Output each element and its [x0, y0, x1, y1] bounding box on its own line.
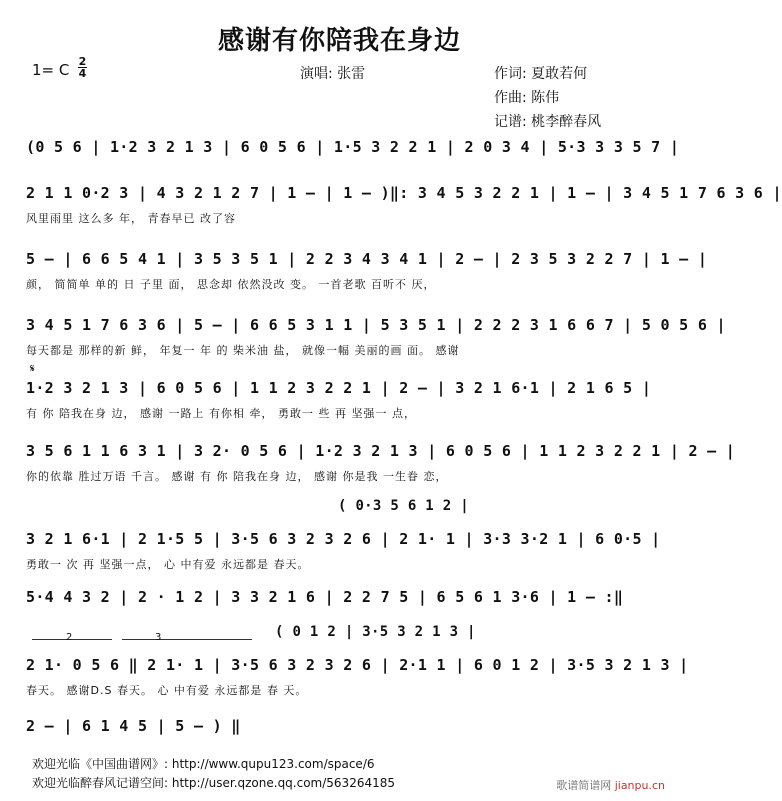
lyrics-line: 你的依靠 胜过万语 千言。 感谢 有 你 陪我在身 边， 感谢 你是我 一生眷 恋，: [26, 470, 448, 483]
volta-line-3: [122, 639, 252, 640]
song-title: 感谢有你陪我在身边: [217, 26, 461, 56]
segno-sign: 𝄋: [30, 362, 35, 375]
time-signature-bottom: 4: [78, 67, 87, 80]
lyrics-line: 每天都是 那样的新 鲜， 年复一 年 的 柴米油 盐， 就像一幅 美丽的画 面。 感谢: [26, 344, 460, 357]
notes-line: 2 1· 0 5 6 ‖ 2 1· 1 | 3·5 6 3 2 3 2 6 | 2·1 1 | 6 0 1 2 | 3·5 3 2 1 3 |: [26, 656, 689, 674]
notes-line: (0 5 6 | 1·2 3 2 1 3 | 6 0 5 6 | 1·5 3 2 2 1 | 2 0 3 4 | 5·3 3 3 5 7 |: [26, 138, 680, 156]
time-signature: [78, 56, 87, 79]
interlude-top: ( 0·3 5 6 1 2 |: [338, 498, 469, 514]
volta-number-3: 3: [155, 632, 162, 643]
notes-line: 2 — | 6 1 4 5 | 5 — ) ‖: [26, 717, 241, 735]
watermark-text: 歌谱简谱网: [556, 779, 612, 792]
transcriber-credit: 记谱: 桃李醉春风: [494, 114, 602, 130]
lyrics-line: 风里雨里 这么多 年， 青春早已 改了容: [26, 212, 236, 225]
key-signature: 1= C: [32, 61, 70, 79]
notes-line: 3 5 6 1 1 6 3 1 | 3 2· 0 5 6 | 1·2 3 2 1 3 | 6 0 5 6 | 1 1 2 3 2 2 1 | 2 — |: [26, 442, 736, 460]
time-signature-top: 2: [78, 55, 87, 68]
notes-line: 3 2 1 6·1 | 2 1·5 5 | 3·5 6 3 2 3 2 6 | 2 1· 1 | 3·3 3·2 1 | 6 0·5 |: [26, 530, 661, 548]
singer-credit: 演唱: 张雷: [300, 66, 366, 82]
lyricist-credit: 作词: 夏敢若何: [494, 66, 588, 82]
lyrics-line: 勇敢一 次 再 坚强一点， 心 中有爱 永远都是 春天。: [26, 558, 310, 571]
notes-line: 1·2 3 2 1 3 | 6 0 5 6 | 1 1 2 3 2 2 1 | 2 — | 3 2 1 6·1 | 2 1 6 5 |: [26, 379, 652, 397]
lyrics-line: 春天。 感谢D.S 春天。 心 中有爱 永远都是 春 天。: [26, 684, 308, 697]
lyrics-line: 颜， 简简单 单的 日 子里 面， 思念却 依然没改 变。 一首老歌 百听不 厌，: [26, 278, 436, 291]
volta-number-2: 2: [66, 632, 73, 643]
footer-link-qupu[interactable]: 欢迎光临《中国曲谱网》: http://www.qupu123.com/space/6: [32, 757, 375, 771]
watermark-url: jianpu.cn: [614, 779, 665, 792]
footer-link-qzone[interactable]: 欢迎光临醉春风记谱空间: http://user.qzone.qq.com/563264185: [32, 776, 396, 790]
site-watermark: [556, 777, 665, 793]
notes-line: 5·4 4 3 2 | 2 · 1 2 | 3 3 2 1 6 | 2 2 7 5 | 6 5 6 1 3·6 | 1 — :‖: [26, 588, 624, 606]
notes-line: 3 4 5 1 7 6 3 6 | 5 — | 6 6 5 3 1 1 | 5 3 5 1 | 2 2 2 3 1 6 6 7 | 5 0 5 6 |: [26, 316, 726, 334]
interlude-mid: ( 0 1 2 | 3·5 3 2 1 3 |: [275, 624, 476, 640]
notes-line: 2 1 1 0·2 3 | 4 3 2 1 2 7 | 1 — | 1 — )‖: 3 4 5 3 2 2 1 | 1 — | 3 4 5 1 7 6 3 6 |: [26, 184, 782, 202]
composer-credit: 作曲: 陈伟: [494, 90, 560, 106]
notes-line: 5 — | 6 6 5 4 1 | 3 5 3 5 1 | 2 2 3 4 3 4 1 | 2 — | 2 3 5 3 2 2 7 | 1 — |: [26, 250, 708, 268]
lyrics-line: 有 你 陪我在身 边， 感谢 一路上 有你相 牵， 勇敢一 些 再 坚强一 点，: [26, 407, 416, 420]
